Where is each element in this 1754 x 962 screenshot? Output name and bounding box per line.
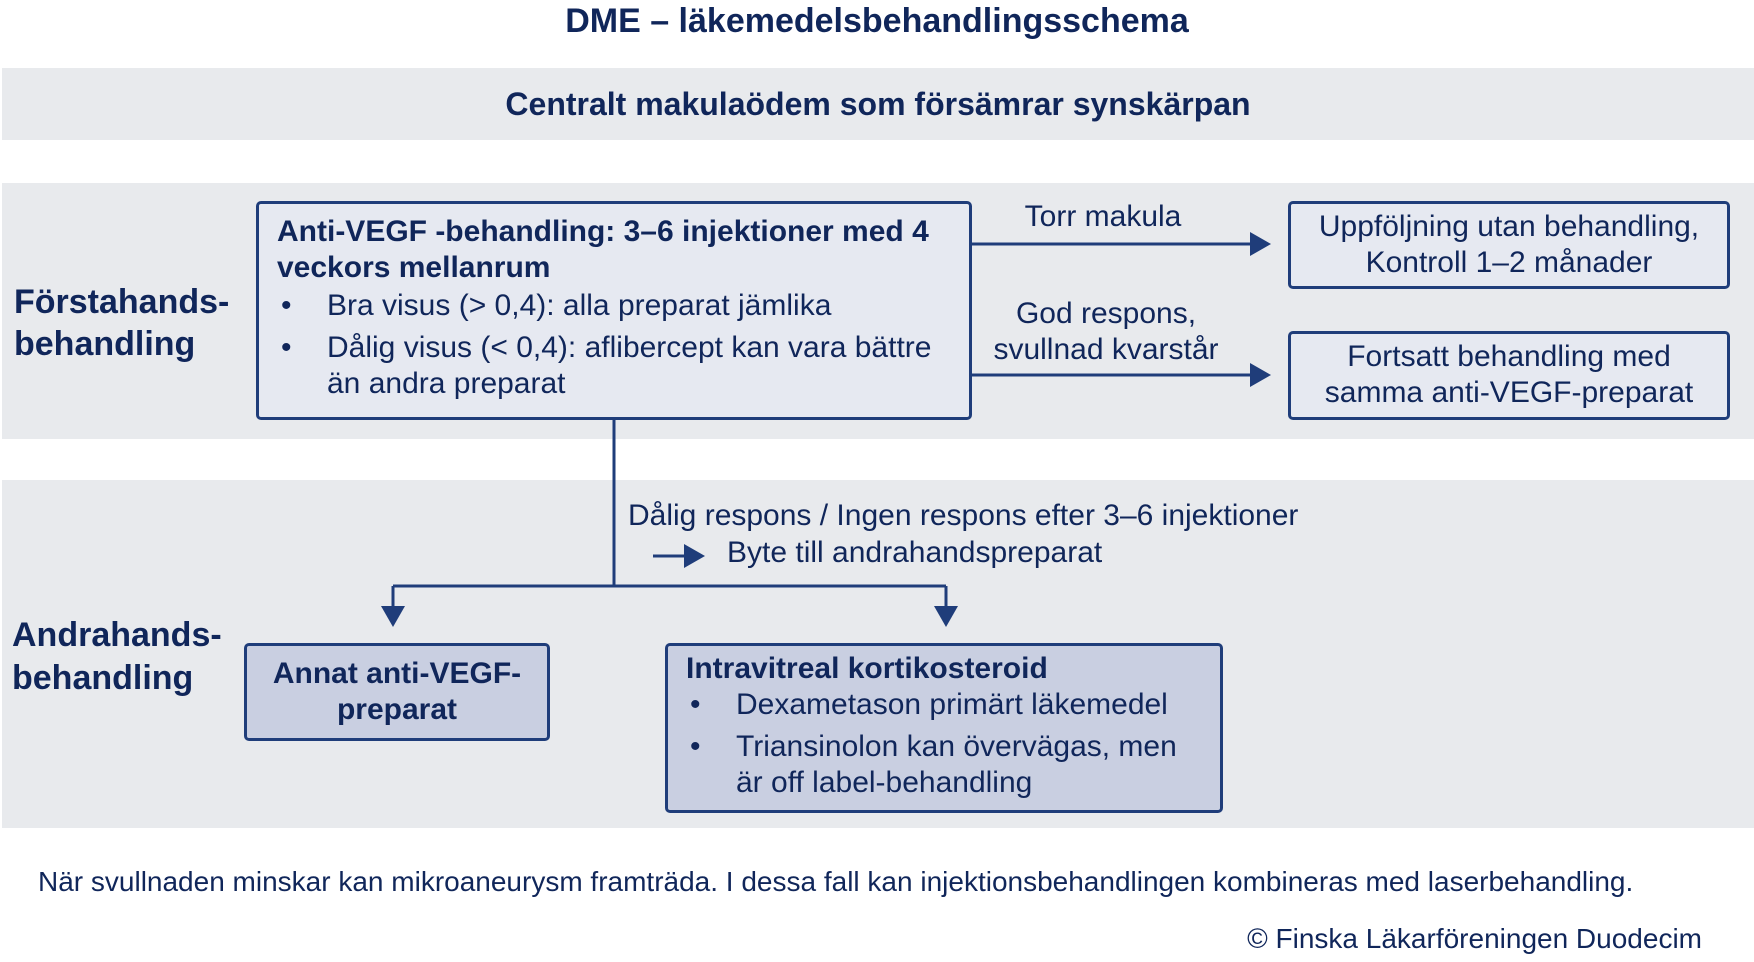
bullet-good-visus: • Bra visus (> 0,4): alla preparat jämlika [277,288,951,324]
edge-label-good-response: God respons, svullnad kvarstår [993,297,1219,366]
first-line-bullets [277,288,951,402]
continued-treatment-box: Fortsatt behandling med samma anti-VEGF-preparat [1288,331,1730,420]
other-anti-vegf-box: Annat anti-VEGF-preparat [244,643,550,741]
first-line-label: Förstahands- behandling [14,283,230,363]
follow-up-box: Uppföljning utan behandling, Kontroll 1–2 månader [1288,201,1730,289]
second-line-label: Andrahands- behandling [12,616,222,697]
diagram-title: DME – läkemedelsbehandlingsschema [565,2,1189,40]
first-line-heading: Anti-VEGF -behandling: 3–6 injektioner med 4 veckors mellanrum [277,215,929,284]
edge-label-dry-macula: Torr makula [1024,200,1182,233]
bullet-triamcinolone: • Triansinolon kan övervägas, men är off label-behandling [686,729,1202,801]
bullet-poor-visus: • Dålig visus (< 0,4): aflibercept kan vara bättre än andra preparat [277,330,951,402]
first-line-treatment-box [256,201,972,420]
transition-text-switch: Byte till andrahandspreparat [727,536,1103,569]
corticosteroid-box [665,643,1223,813]
footnote: När svullnaden minskar kan mikroaneurysm framträda. I dessa fall kan injektionsbehandlingen kombineras med laserbehandling. [38,866,1634,897]
banner-text: Centralt makulaödem som försämrar synskärpan [505,86,1251,122]
corticosteroid-heading: Intravitreal kortikosteroid [686,652,1048,685]
bullet-dexamethasone: • Dexametason primärt läkemedel [686,687,1202,723]
copyright: © Finska Läkarföreningen Duodecim [1247,923,1702,954]
corticosteroid-bullets [686,687,1202,801]
transition-text-poor-response: Dålig respons / Ingen respons efter 3–6 injektioner [628,499,1299,532]
